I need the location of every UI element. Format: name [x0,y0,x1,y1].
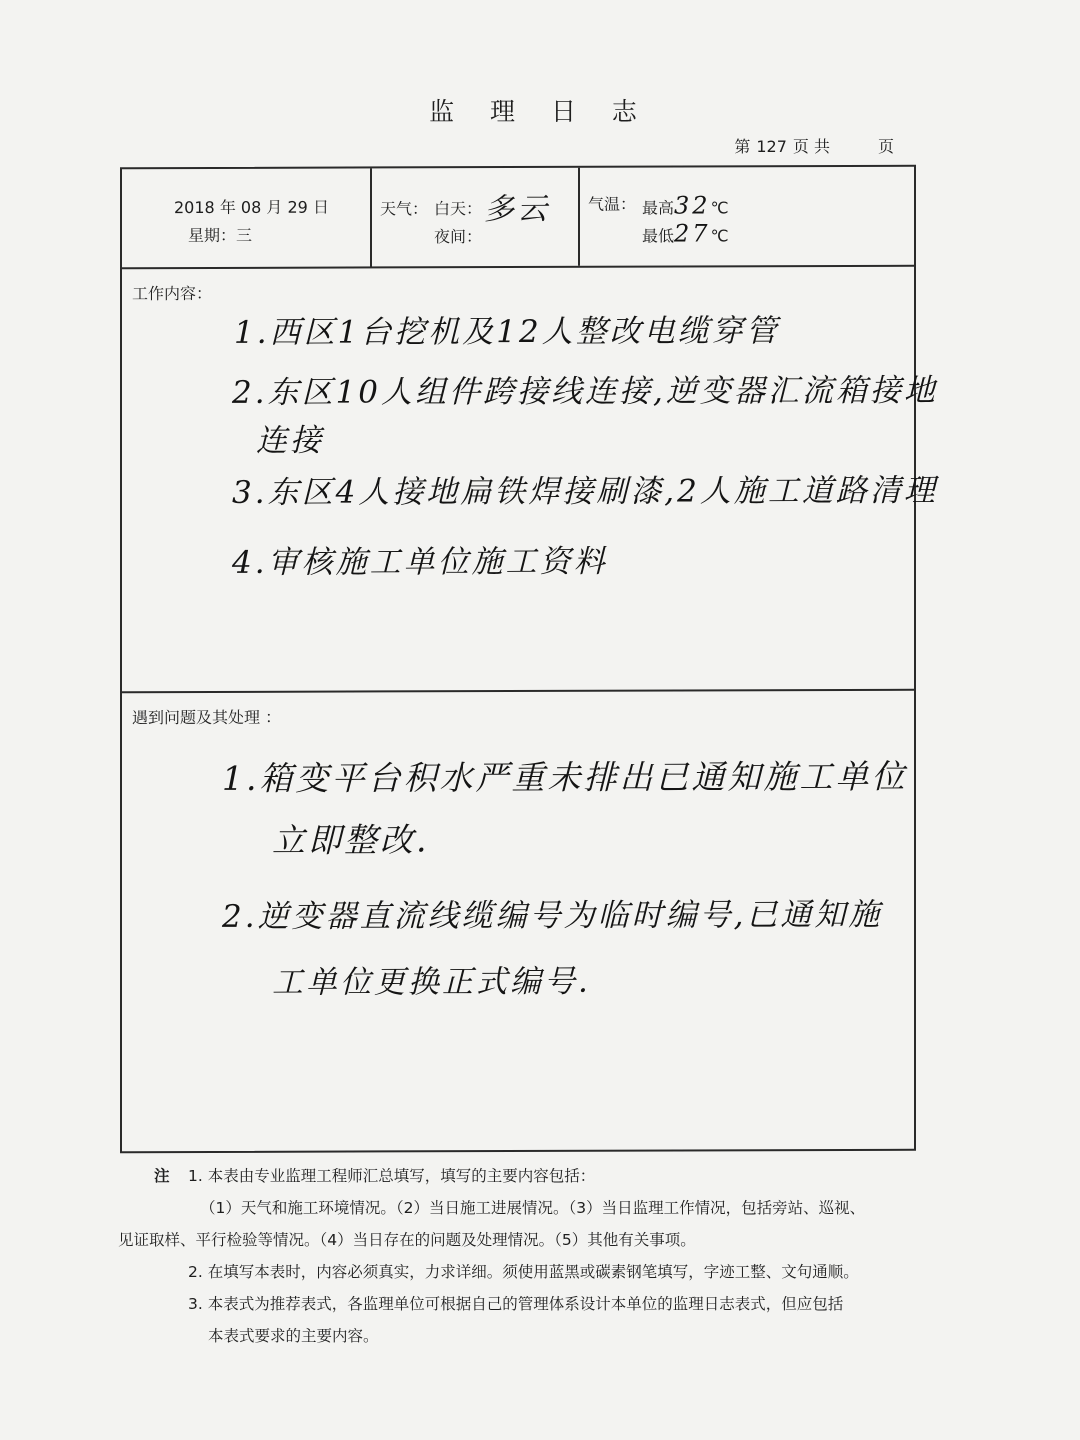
temp-label: 气温： [588,194,637,214]
temp-high-value: 32 [674,191,711,220]
temp-low-line [642,219,729,247]
weather-cell [372,168,580,267]
log-form [120,165,938,1154]
issues-section [122,691,914,1151]
notes-label: 注 [154,1167,170,1185]
issues-label: 遇到问题及其处理 ： [132,707,282,728]
issue-line: 工单位更换正式编号. [272,963,591,1001]
work-line: 连接 [256,422,324,459]
day-unit: 日 [312,197,329,217]
temperature-cell [580,167,914,266]
day-weather-value: 多云 [484,191,550,228]
temp-high-label: 最高 [642,198,675,218]
date-year: 2018 [174,197,215,218]
work-content-label: 工作内容： [132,283,213,304]
work-content-section [122,267,938,693]
temp-low-value: 27 [674,219,711,248]
night-weather-label: 夜间： [434,227,483,247]
weather-label: 天气： [380,199,429,219]
work-line: 1.西区1台挖机及12人整改电缆穿管 [234,313,780,351]
weekday-value: 三 [236,225,253,245]
page-title: 监 理 日 志 [429,97,651,126]
note-item: 1. 本表由专业监理工程师汇总填写，填写的主要内容包括： [188,1167,596,1185]
page-suffix: 页 [877,137,894,156]
day-weather-label: 白天： [434,199,483,219]
page-current: 127 [756,137,787,156]
weekday-label: 星期： [188,225,237,246]
temp-low-unit: ℃ [710,226,729,246]
date-line [174,195,329,218]
year-unit: 年 [219,197,236,217]
temp-high-line [642,191,729,219]
work-line: 3.东区4人接地扁铁焊接刷漆,2人施工道路清理 [232,472,938,511]
note-item: 3. 本表式为推荐表式，各监理单位可根据自己的管理体系设计本单位的监理日志表式，但应包括 [188,1295,844,1313]
note-item: 见证取样、平行检验等情况。（4）当日存在的问题及处理情况。（5）其他有关事项。 [118,1231,696,1249]
work-line: 2.东区10人组件跨接线连接,逆变器汇流箱接地 [232,372,938,411]
issue-line: 2.逆变器直流线缆编号为临时编号,已通知施 [222,896,883,935]
date-cell [122,168,372,267]
note-item: 本表式要求的主要内容。 [208,1327,379,1345]
weekday-line [188,223,252,246]
temp-high-unit: ℃ [710,198,729,218]
issue-line: 立即整改. [272,820,430,860]
date-month: 08 [240,197,262,217]
work-line: 4.审核施工单位施工资料 [232,543,608,581]
page-prefix: 第 [734,137,751,156]
issue-line: 1.箱变平台积水严重未排出已通知施工单位 [222,756,908,798]
page-mid: 页 共 [792,137,830,156]
page-number [734,134,900,157]
date-day: 29 [287,197,308,217]
temp-low-label: 最低 [642,226,675,246]
note-item: 2. 在填写本表时，内容必须真实，力求详细。须使用蓝黑或碳素钢笔填写，字迹工整、文句通顺。 [188,1263,859,1281]
header-row [122,167,914,269]
month-unit: 月 [266,197,283,217]
note-item: （1）天气和施工环境情况。（2）当日施工进展情况。（3）当日监理工作情况，包括旁站、巡视、 [200,1199,866,1217]
